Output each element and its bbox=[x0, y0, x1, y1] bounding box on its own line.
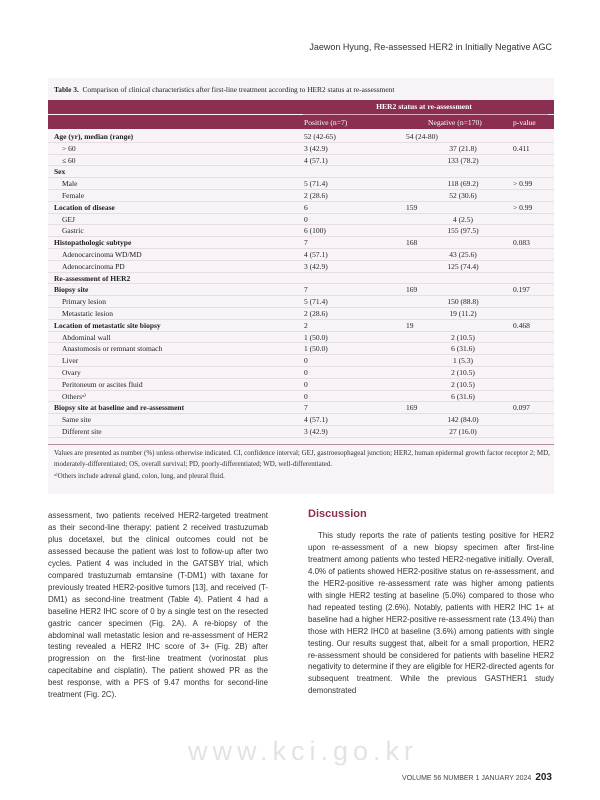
col-negative: Negative (n=170) bbox=[428, 118, 482, 127]
table-row bbox=[48, 391, 554, 403]
row-label: Primary lesion bbox=[62, 297, 106, 307]
table-row bbox=[48, 237, 554, 249]
cell-positive: 3 (42.9) bbox=[304, 261, 328, 271]
table-row bbox=[48, 273, 554, 285]
row-label: Biopsy site bbox=[54, 285, 89, 295]
cell-negative: 6 (31.6) bbox=[451, 391, 475, 401]
cell-negative: 125 (74.4) bbox=[447, 261, 479, 271]
col-positive: Positive (n=7) bbox=[304, 118, 348, 127]
cell-positive: 7 bbox=[304, 238, 308, 248]
cell-positive: 7 bbox=[304, 403, 308, 413]
notes-divider bbox=[48, 444, 554, 445]
row-label: Abdominal wall bbox=[62, 332, 111, 342]
row-label: Different site bbox=[62, 426, 102, 436]
cell-positive: 2 (28.6) bbox=[304, 190, 328, 200]
row-label: Sex bbox=[54, 167, 66, 177]
row-label: Histopathologic subtype bbox=[54, 238, 132, 248]
table-row bbox=[48, 414, 554, 426]
cell-positive: 5 (71.4) bbox=[304, 297, 328, 307]
cell-positive: 0 bbox=[304, 379, 308, 389]
cell-negative: 52 (30.6) bbox=[449, 190, 477, 200]
row-label: > 60 bbox=[62, 143, 76, 153]
row-label: Liver bbox=[62, 356, 79, 366]
cell-p-value: > 0.99 bbox=[513, 202, 533, 212]
cell-positive: 0 bbox=[304, 391, 308, 401]
cell-positive: 1 (50.0) bbox=[304, 344, 328, 354]
row-label: Same site bbox=[62, 415, 91, 425]
table-caption bbox=[54, 85, 394, 94]
cell-positive: 52 (42-65) bbox=[304, 132, 336, 141]
table-notes bbox=[54, 448, 550, 482]
cell-negative: 2 (10.5) bbox=[451, 367, 475, 377]
table-abbreviations: Values are presented as number (%) unless otherwise indicated. CI, confidence interval; GEJ, gastroesophageal junction; HER2, human epidermal growth factor receptor 2; MD, moderately-differentiated; OS, overall survival; PD, poorly-differentiated; WD, well-differentiated. bbox=[54, 449, 550, 469]
cell-positive: 7 bbox=[304, 285, 308, 295]
footer-issue: VOLUME 56 NUMBER 1 JANUARY 2024 bbox=[402, 775, 532, 782]
body-text-left: assessment, two patients received HER2-targeted treatment as their second-line therapy: patient 2 received trastuzumab plus docetaxel, but the clinical outcomes could not be assessed because the patient was lost to follow-up after two cycles. Patient 4 was included in the GATSBY trial, which compared trastuzumab emtansine (T-DM1) with taxane for previously treated HER2-positive tumors [13], and received (T-DM1) as second-line treatment (Table 4). Patient 4 had a baseline HER2 IHC score of 0 by a single test on the resected gastric cancer specimen (Fig. 2A). A re-biopsy of the abdominal wall metastatic lesion and re-assessment of HER2 testing revealed a HER2 IHC score of 3+ (Fig. 2B) after progression on the first-line treatment (vorinostat plus capecitabine and cisplatin). The patient showed PR as the best response, with a PFS of 9.47 months for second-line treatment (Fig. 2C). bbox=[48, 511, 268, 700]
row-label: Othersᵃ⁾ bbox=[62, 391, 86, 401]
cell-negative: 43 (25.6) bbox=[449, 249, 477, 259]
table-row bbox=[48, 261, 554, 273]
row-label: GEJ bbox=[62, 214, 75, 224]
table-footnote: ᵃ⁾Others include adrenal gland, colon, lung, and pleural fluid. bbox=[54, 471, 225, 480]
table-row bbox=[48, 296, 554, 308]
cell-negative: 1 (5.3) bbox=[453, 356, 473, 366]
cell-negative: 54 (24-80) bbox=[406, 132, 438, 141]
cell-negative: 142 (84.0) bbox=[447, 415, 479, 425]
row-label: Adenocarcinoma PD bbox=[62, 261, 125, 271]
cell-positive: 2 bbox=[304, 320, 308, 330]
table-row bbox=[48, 249, 554, 261]
cell-positive: 1 (50.0) bbox=[304, 332, 328, 342]
discussion-section bbox=[308, 508, 554, 697]
table-row bbox=[48, 214, 554, 226]
table-row bbox=[48, 367, 554, 379]
row-label: ≤ 60 bbox=[62, 155, 76, 165]
cell-negative: 150 (88.8) bbox=[447, 297, 479, 307]
cell-negative: 133 (78.2) bbox=[447, 155, 479, 165]
cell-positive: 0 bbox=[304, 214, 308, 224]
table-row bbox=[48, 355, 554, 367]
table-row bbox=[48, 379, 554, 391]
cell-positive: 2 (28.6) bbox=[304, 308, 328, 318]
cell-negative: 2 (10.5) bbox=[451, 379, 475, 389]
cell-positive: 3 (42.9) bbox=[304, 426, 328, 436]
cell-negative: 118 (69.2) bbox=[447, 179, 479, 189]
table-column-header bbox=[48, 115, 554, 129]
table-row bbox=[48, 426, 554, 438]
cell-negative: 159 bbox=[406, 202, 418, 212]
cell-negative: 19 (11.2) bbox=[449, 308, 477, 318]
cell-p-value: 0.468 bbox=[513, 320, 530, 330]
cell-positive: 0 bbox=[304, 356, 308, 366]
row-label: Adenocarcinoma WD/MD bbox=[62, 249, 142, 259]
cell-negative: 27 (16.0) bbox=[449, 426, 477, 436]
row-divider bbox=[48, 437, 554, 438]
table-row bbox=[48, 166, 554, 178]
cell-negative: 169 bbox=[406, 285, 418, 295]
table-title: Comparison of clinical characteristics after first-line treatment according to HER2 status at re-assessment bbox=[82, 85, 395, 94]
table-row bbox=[48, 178, 554, 190]
row-label: Male bbox=[62, 179, 78, 189]
table-body bbox=[48, 131, 554, 438]
page-footer bbox=[402, 772, 552, 783]
cell-positive: 3 (42.9) bbox=[304, 143, 328, 153]
cell-positive: 0 bbox=[304, 367, 308, 377]
cell-p-value: 0.097 bbox=[513, 403, 530, 413]
discussion-paragraph: This study reports the rate of patients testing positive for HER2 upon re-assessment of a new biopsy specimen after first-line treatment among patients who tested HER2-negative initially. Overall, 4.0% of patients showed HER2-positive status on re-assessment, and the HER2-positive re-assessment rate was higher among patients with single HER2 testing at baseline (5.0%) compared to those who had repeated testing (2.6%). Notably, patients with HER2 IHC 1+ at baseline had a higher HER2-positive re-assessment rate (13.4%) than those with HER2 IHC0 at baseline (3.6%) among patients with single testing. Our results suggest that, albeit for a small proportion, HER2 re-assessment should be considered for patients with baseline HER2 negativity to determine if they are eligible for HER2-directed agents for subsequent treatment. While the previous GASTHER1 study demonstrated bbox=[308, 531, 554, 696]
row-label: Age (yr), median (range) bbox=[54, 132, 134, 141]
table-row bbox=[48, 155, 554, 167]
cell-negative: 6 (31.6) bbox=[451, 344, 475, 354]
row-label: Anastomosis or remnant stomach bbox=[62, 344, 163, 354]
row-label: Location of disease bbox=[54, 202, 115, 212]
cell-positive: 4 (57.1) bbox=[304, 249, 328, 259]
table-row bbox=[48, 284, 554, 296]
row-label: Female bbox=[62, 190, 85, 200]
cell-negative: 168 bbox=[406, 238, 418, 248]
cell-positive: 5 (71.4) bbox=[304, 179, 328, 189]
col-p-value: p-value bbox=[513, 118, 536, 127]
cell-p-value: 0.411 bbox=[513, 143, 530, 153]
cell-negative: 4 (2.5) bbox=[453, 214, 473, 224]
cell-p-value: 0.197 bbox=[513, 285, 530, 295]
group-header-label: HER2 status at re-assessment bbox=[376, 102, 472, 111]
row-label: Ovary bbox=[62, 367, 81, 377]
cell-positive: 4 (57.1) bbox=[304, 155, 328, 165]
watermark: www.kci.go.kr bbox=[188, 736, 419, 766]
running-head: Jaewon Hyung, Re-assessed HER2 in Initially Negative AGC bbox=[309, 42, 552, 52]
cell-positive: 4 (57.1) bbox=[304, 415, 328, 425]
table-row bbox=[48, 225, 554, 237]
cell-negative: 169 bbox=[406, 403, 418, 413]
cell-p-value: 0.083 bbox=[513, 238, 530, 248]
table-row bbox=[48, 131, 554, 143]
cell-negative: 155 (97.5) bbox=[447, 226, 479, 236]
table-row bbox=[48, 143, 554, 155]
table-row bbox=[48, 402, 554, 414]
table-3 bbox=[48, 78, 554, 494]
row-label: Metastatic lesion bbox=[62, 308, 114, 318]
cell-positive: 6 (100) bbox=[304, 226, 326, 236]
discussion-heading: Discussion bbox=[308, 508, 367, 520]
row-label: Biopsy site at baseline and re-assessment bbox=[54, 403, 185, 413]
table-number: Table 3. bbox=[54, 85, 79, 94]
cell-negative: 37 (21.8) bbox=[449, 143, 477, 153]
table-group-header bbox=[48, 100, 554, 114]
table-row bbox=[48, 190, 554, 202]
table-row bbox=[48, 332, 554, 344]
cell-negative: 2 (10.5) bbox=[451, 332, 475, 342]
page-number: 203 bbox=[535, 772, 552, 783]
table-row bbox=[48, 308, 554, 320]
row-label: Peritoneum or ascites fluid bbox=[62, 379, 143, 389]
table-row bbox=[48, 343, 554, 355]
cell-positive: 6 bbox=[304, 202, 308, 212]
row-label: Gastric bbox=[62, 226, 84, 236]
table-row bbox=[48, 202, 554, 214]
cell-p-value: > 0.99 bbox=[513, 179, 533, 189]
cell-negative: 19 bbox=[406, 320, 414, 330]
row-label: Location of metastatic site biopsy bbox=[54, 320, 161, 330]
row-label: Re-assessment of HER2 bbox=[54, 273, 131, 283]
table-row bbox=[48, 320, 554, 332]
